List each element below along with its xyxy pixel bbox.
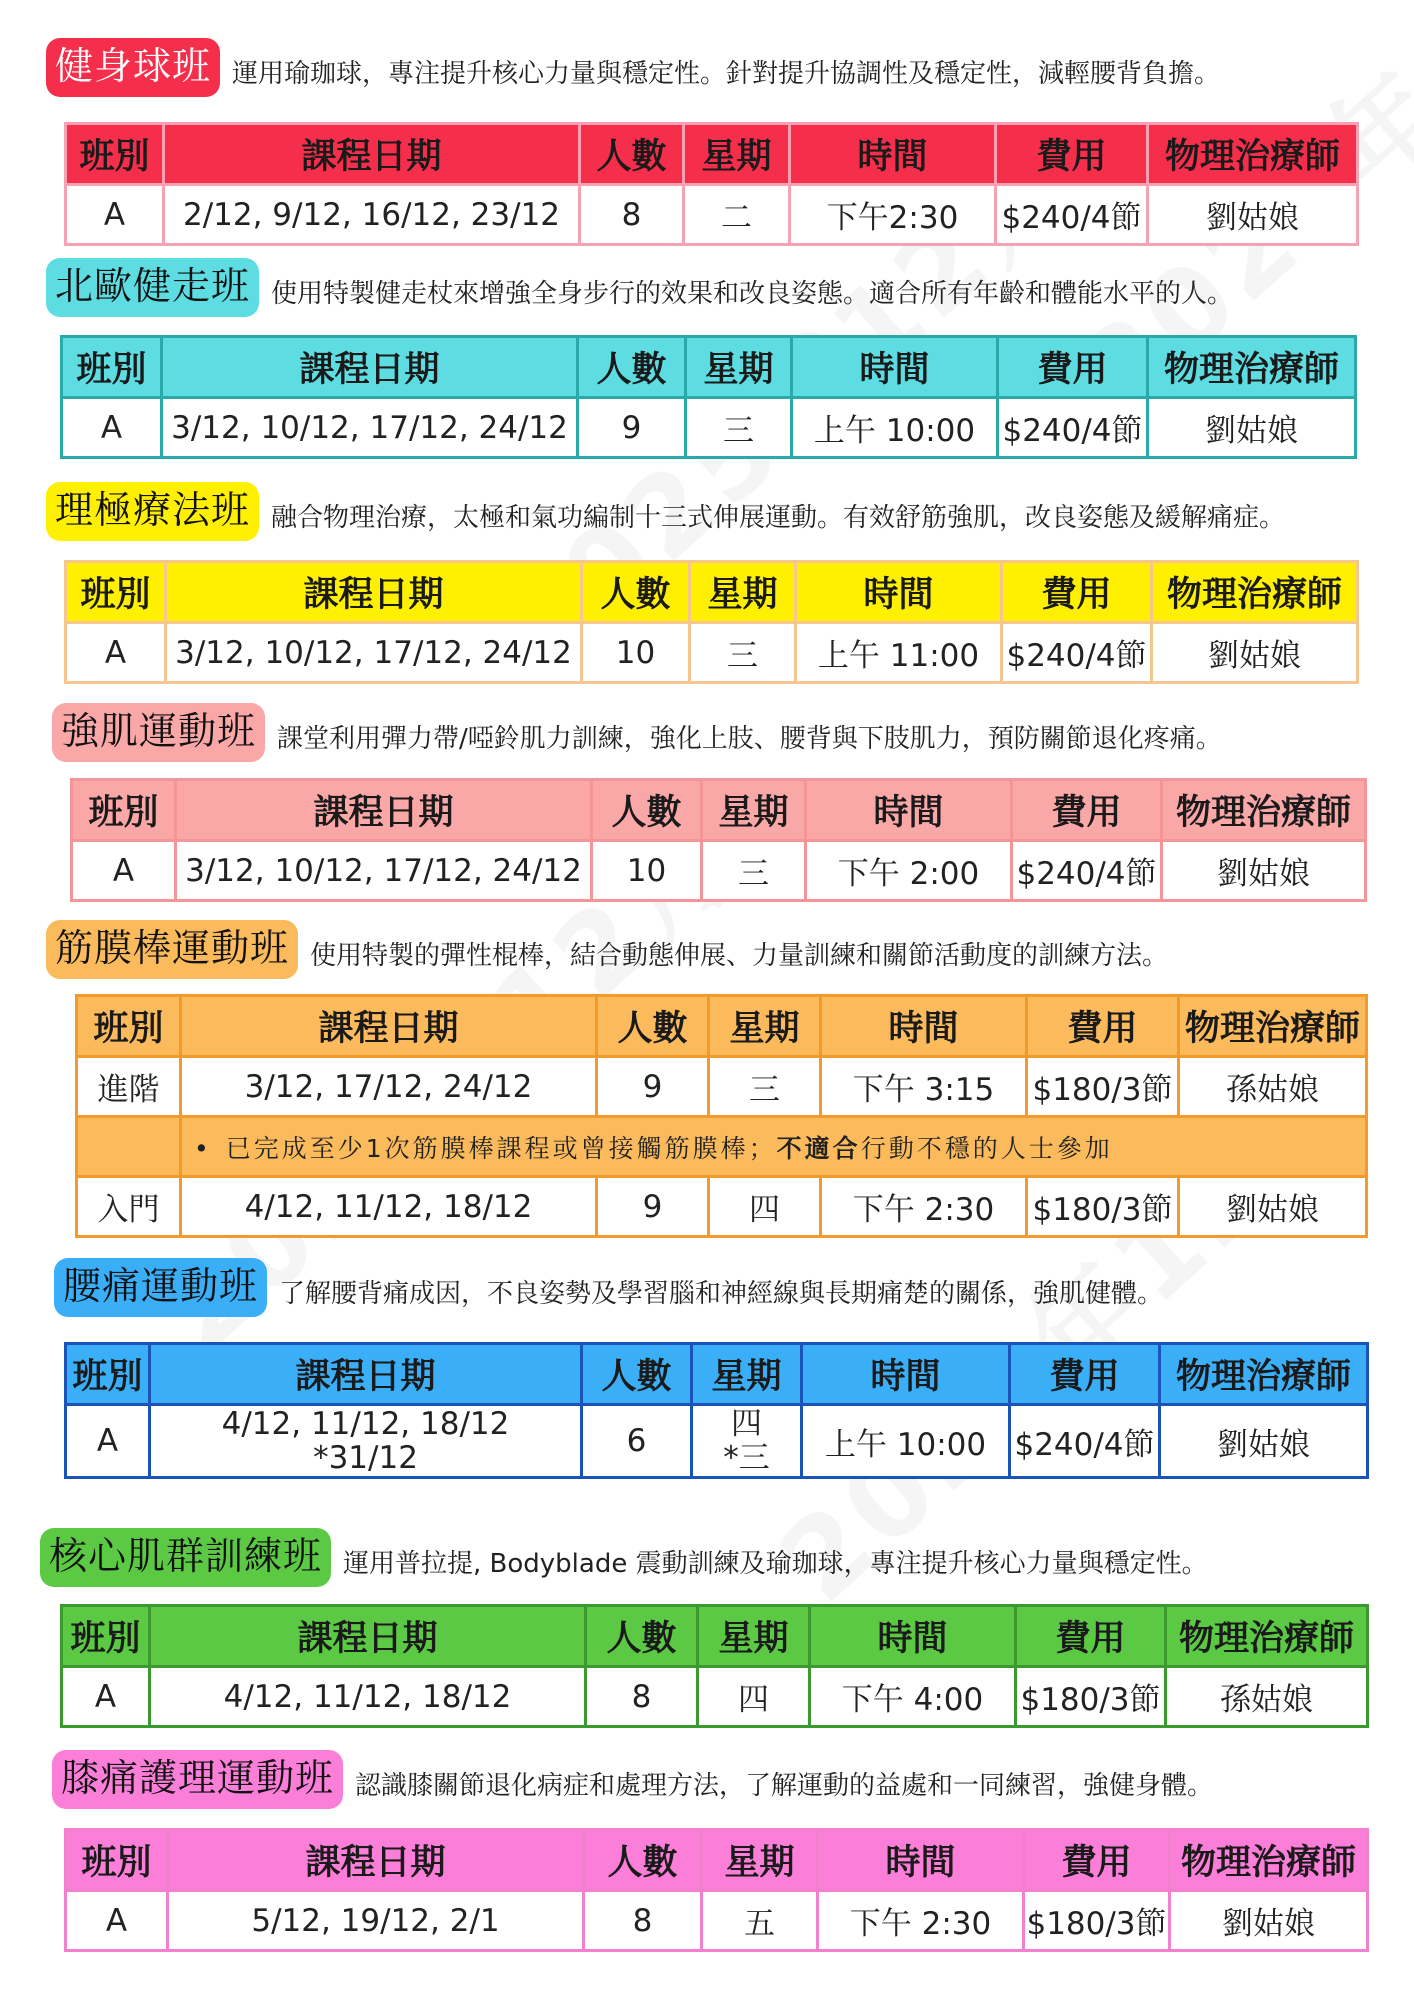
header-dates: 課程日期	[176, 780, 592, 841]
header-group: 班別	[62, 1606, 150, 1667]
header-size: 人數	[582, 1344, 692, 1405]
header-time: 時間	[810, 1606, 1016, 1667]
class-header	[52, 703, 1222, 762]
class-title: 北歐健走班	[46, 258, 259, 317]
group-cell: A	[62, 1667, 150, 1727]
therapist-cell: 孫姑娘	[1179, 1057, 1367, 1117]
table-header-row	[77, 996, 1367, 1057]
class-header	[52, 1750, 1213, 1809]
header-fee: 費用	[1002, 562, 1152, 623]
dates-cell-extra-line: *31/12	[313, 1440, 418, 1476]
dates-cell: 4/12, 11/12, 18/12	[150, 1667, 586, 1727]
time-cell: 上午 10:00	[792, 398, 998, 458]
fee-cell: $240/4節	[1010, 1405, 1160, 1478]
table-row	[72, 841, 1366, 901]
header-time: 時間	[806, 780, 1012, 841]
therapist-cell: 劉姑娘	[1170, 1891, 1368, 1951]
header-size: 人數	[584, 1830, 702, 1891]
header-weekday: 星期	[702, 780, 806, 841]
size-cell: 9	[578, 398, 686, 458]
header-group: 班別	[66, 562, 166, 623]
group-cell: A	[66, 623, 166, 683]
size-cell: 6	[582, 1405, 692, 1478]
weekday-cell	[692, 1405, 802, 1478]
header-time: 時間	[796, 562, 1002, 623]
class-description: 運用普拉提, Bodyblade 震動訓練及瑜珈球，專注提升核心力量與穩定性。	[343, 1548, 1208, 1579]
dates-cell: 3/12, 10/12, 17/12, 24/12	[162, 398, 578, 458]
header-dates: 課程日期	[164, 124, 580, 185]
header-size: 人數	[582, 562, 690, 623]
class-header	[46, 482, 1285, 541]
fee-cell: $240/4節	[996, 185, 1148, 245]
header-time: 時間	[802, 1344, 1010, 1405]
class-title: 筋膜棒運動班	[46, 920, 298, 979]
header-fee: 費用	[1027, 996, 1179, 1057]
class-description: 了解腰背痛成因，不良姿勢及學習腦和神經線與長期痛楚的關係，強肌健體。	[279, 1278, 1164, 1309]
group-cell: A	[62, 398, 162, 458]
schedule-table	[70, 778, 1367, 902]
table-row	[62, 1667, 1368, 1727]
dates-cell-line: 4/12, 11/12, 18/12	[221, 1406, 510, 1442]
group-cell: 入門	[77, 1177, 181, 1237]
class-title: 理極療法班	[46, 482, 259, 541]
table-header-row	[72, 780, 1366, 841]
fee-cell: $240/4節	[1012, 841, 1162, 901]
schedule-table	[75, 994, 1368, 1238]
table-row	[77, 1057, 1367, 1117]
header-dates: 課程日期	[162, 337, 578, 398]
header-therapist: 物理治療師	[1148, 337, 1356, 398]
header-dates: 課程日期	[150, 1344, 582, 1405]
group-cell: 進階	[77, 1057, 181, 1117]
therapist-cell: 劉姑娘	[1148, 398, 1356, 458]
header-therapist: 物理治療師	[1170, 1830, 1368, 1891]
weekday-cell: 三	[709, 1057, 821, 1117]
header-weekday: 星期	[686, 337, 792, 398]
table-row	[66, 1891, 1368, 1951]
class-header	[46, 258, 1233, 317]
therapist-cell: 劉姑娘	[1162, 841, 1366, 901]
schedule-table	[64, 1342, 1369, 1479]
header-fee: 費用	[998, 337, 1148, 398]
dates-cell: 3/12, 17/12, 24/12	[181, 1057, 597, 1117]
table-header-row	[62, 337, 1356, 398]
header-fee: 費用	[996, 124, 1148, 185]
class-title: 膝痛護理運動班	[52, 1750, 343, 1809]
header-time: 時間	[792, 337, 998, 398]
size-cell: 10	[582, 623, 690, 683]
header-time: 時間	[821, 996, 1027, 1057]
weekday-cell-extra-line: *三	[723, 1440, 770, 1476]
size-cell: 10	[592, 841, 702, 901]
schedule-table	[64, 122, 1359, 246]
therapist-cell: 劉姑娘	[1152, 623, 1358, 683]
header-group: 班別	[66, 1344, 150, 1405]
header-group: 班別	[77, 996, 181, 1057]
note-text: 已完成至少1次筋膜棒課程或曾接觸筋膜棒；	[225, 1133, 777, 1163]
time-cell: 下午 3:15	[821, 1057, 1027, 1117]
table-row	[77, 1177, 1367, 1237]
time-cell: 上午 11:00	[796, 623, 1002, 683]
header-dates: 課程日期	[181, 996, 597, 1057]
table-header-row	[66, 124, 1358, 185]
dates-cell: 2/12, 9/12, 16/12, 23/12	[164, 185, 580, 245]
table-row	[66, 1405, 1368, 1478]
fee-cell: $180/3節	[1024, 1891, 1170, 1951]
header-group: 班別	[66, 1830, 168, 1891]
table-header-row	[66, 1830, 1368, 1891]
time-cell: 下午 2:30	[818, 1891, 1024, 1951]
time-cell: 下午 2:00	[806, 841, 1012, 901]
dates-cell: 5/12, 19/12, 2/1	[168, 1891, 584, 1951]
class-title: 強肌運動班	[52, 703, 265, 762]
time-cell: 下午2:30	[790, 185, 996, 245]
header-time: 時間	[790, 124, 996, 185]
class-header	[46, 38, 1220, 97]
schedule-table	[60, 335, 1357, 459]
weekday-cell: 三	[686, 398, 792, 458]
table-header-row	[66, 562, 1358, 623]
fee-cell: $180/3節	[1027, 1177, 1179, 1237]
fee-cell: $180/3節	[1016, 1667, 1166, 1727]
weekday-cell: 四	[709, 1177, 821, 1237]
time-cell: 下午 2:30	[821, 1177, 1027, 1237]
therapist-cell: 劉姑娘	[1179, 1177, 1367, 1237]
note-emphasis: 不適合	[776, 1133, 861, 1163]
size-cell: 8	[580, 185, 684, 245]
header-therapist: 物理治療師	[1162, 780, 1366, 841]
header-therapist: 物理治療師	[1160, 1344, 1368, 1405]
header-therapist: 物理治療師	[1152, 562, 1358, 623]
note-row	[77, 1117, 1367, 1177]
class-description: 運用瑜珈球，專注提升核心力量與穩定性。針對提升協調性及穩定性，減輕腰背負擔。	[232, 58, 1221, 89]
header-size: 人數	[586, 1606, 698, 1667]
dates-cell: 3/12, 10/12, 17/12, 24/12	[166, 623, 582, 683]
schedule-table	[64, 560, 1359, 684]
weekday-cell: 三	[690, 623, 796, 683]
header-weekday: 星期	[684, 124, 790, 185]
header-size: 人數	[592, 780, 702, 841]
size-cell: 8	[584, 1891, 702, 1951]
header-size: 人數	[580, 124, 684, 185]
header-size: 人數	[597, 996, 709, 1057]
group-cell: A	[72, 841, 176, 901]
header-size: 人數	[578, 337, 686, 398]
note-text: 行動不穩的人士參加	[860, 1133, 1113, 1163]
class-description: 課堂利用彈力帶/啞鈴肌力訓練，強化上肢、腰背與下肢肌力，預防關節退化疼痛。	[277, 723, 1222, 754]
size-cell: 8	[586, 1667, 698, 1727]
table-row	[66, 623, 1358, 683]
weekday-cell-line: 四	[731, 1406, 762, 1442]
schedule-table	[64, 1828, 1369, 1952]
therapist-cell: 劉姑娘	[1148, 185, 1358, 245]
fee-cell: $240/4節	[1002, 623, 1152, 683]
table-row	[66, 185, 1358, 245]
note-spacer	[77, 1117, 181, 1177]
eligibility-note	[181, 1117, 1367, 1177]
header-fee: 費用	[1010, 1344, 1160, 1405]
class-header	[46, 920, 1168, 979]
class-description: 融合物理治療，太極和氣功編制十三式伸展運動。有效舒筋強肌，改良姿態及緩解痛症。	[271, 502, 1286, 533]
schedule-table	[60, 1604, 1369, 1728]
class-title: 腰痛運動班	[54, 1258, 267, 1317]
table-row	[62, 398, 1356, 458]
size-cell: 9	[597, 1177, 709, 1237]
time-cell: 上午 10:00	[802, 1405, 1010, 1478]
class-title: 健身球班	[46, 38, 220, 97]
weekday-cell: 五	[702, 1891, 818, 1951]
header-weekday: 星期	[692, 1344, 802, 1405]
header-fee: 費用	[1012, 780, 1162, 841]
class-description: 認識膝關節退化病症和處理方法，了解運動的益處和一同練習，強健身體。	[355, 1770, 1214, 1801]
note-bullet: •	[194, 1133, 212, 1163]
header-fee: 費用	[1024, 1830, 1170, 1891]
therapist-cell: 孫姑娘	[1166, 1667, 1368, 1727]
group-cell: A	[66, 1891, 168, 1951]
header-weekday: 星期	[690, 562, 796, 623]
class-description: 使用特製健走杖來增強全身步行的效果和改良姿態。適合所有年齡和體能水平的人。	[271, 278, 1234, 309]
fee-cell: $180/3節	[1027, 1057, 1179, 1117]
header-weekday: 星期	[702, 1830, 818, 1891]
dates-cell: 3/12, 10/12, 17/12, 24/12	[176, 841, 592, 901]
fee-cell: $240/4節	[998, 398, 1148, 458]
header-time: 時間	[818, 1830, 1024, 1891]
class-header	[40, 1528, 1208, 1587]
class-title: 核心肌群訓練班	[40, 1528, 331, 1587]
size-cell: 9	[597, 1057, 709, 1117]
header-dates: 課程日期	[168, 1830, 584, 1891]
header-dates: 課程日期	[150, 1606, 586, 1667]
class-header	[54, 1258, 1163, 1317]
weekday-cell: 二	[684, 185, 790, 245]
time-cell: 下午 4:00	[810, 1667, 1016, 1727]
header-therapist: 物理治療師	[1148, 124, 1358, 185]
weekday-cell: 三	[702, 841, 806, 901]
header-weekday: 星期	[709, 996, 821, 1057]
header-group: 班別	[72, 780, 176, 841]
dates-cell	[150, 1405, 582, 1478]
header-dates: 課程日期	[166, 562, 582, 623]
table-header-row	[62, 1606, 1368, 1667]
header-weekday: 星期	[698, 1606, 810, 1667]
class-description: 使用特製的彈性棍棒，結合動態伸展、力量訓練和關節活動度的訓練方法。	[310, 940, 1169, 971]
therapist-cell: 劉姑娘	[1160, 1405, 1368, 1478]
header-group: 班別	[66, 124, 164, 185]
group-cell: A	[66, 185, 164, 245]
header-fee: 費用	[1016, 1606, 1166, 1667]
header-group: 班別	[62, 337, 162, 398]
table-header-row	[66, 1344, 1368, 1405]
header-therapist: 物理治療師	[1166, 1606, 1368, 1667]
weekday-cell: 四	[698, 1667, 810, 1727]
header-therapist: 物理治療師	[1179, 996, 1367, 1057]
group-cell: A	[66, 1405, 150, 1478]
dates-cell: 4/12, 11/12, 18/12	[181, 1177, 597, 1237]
